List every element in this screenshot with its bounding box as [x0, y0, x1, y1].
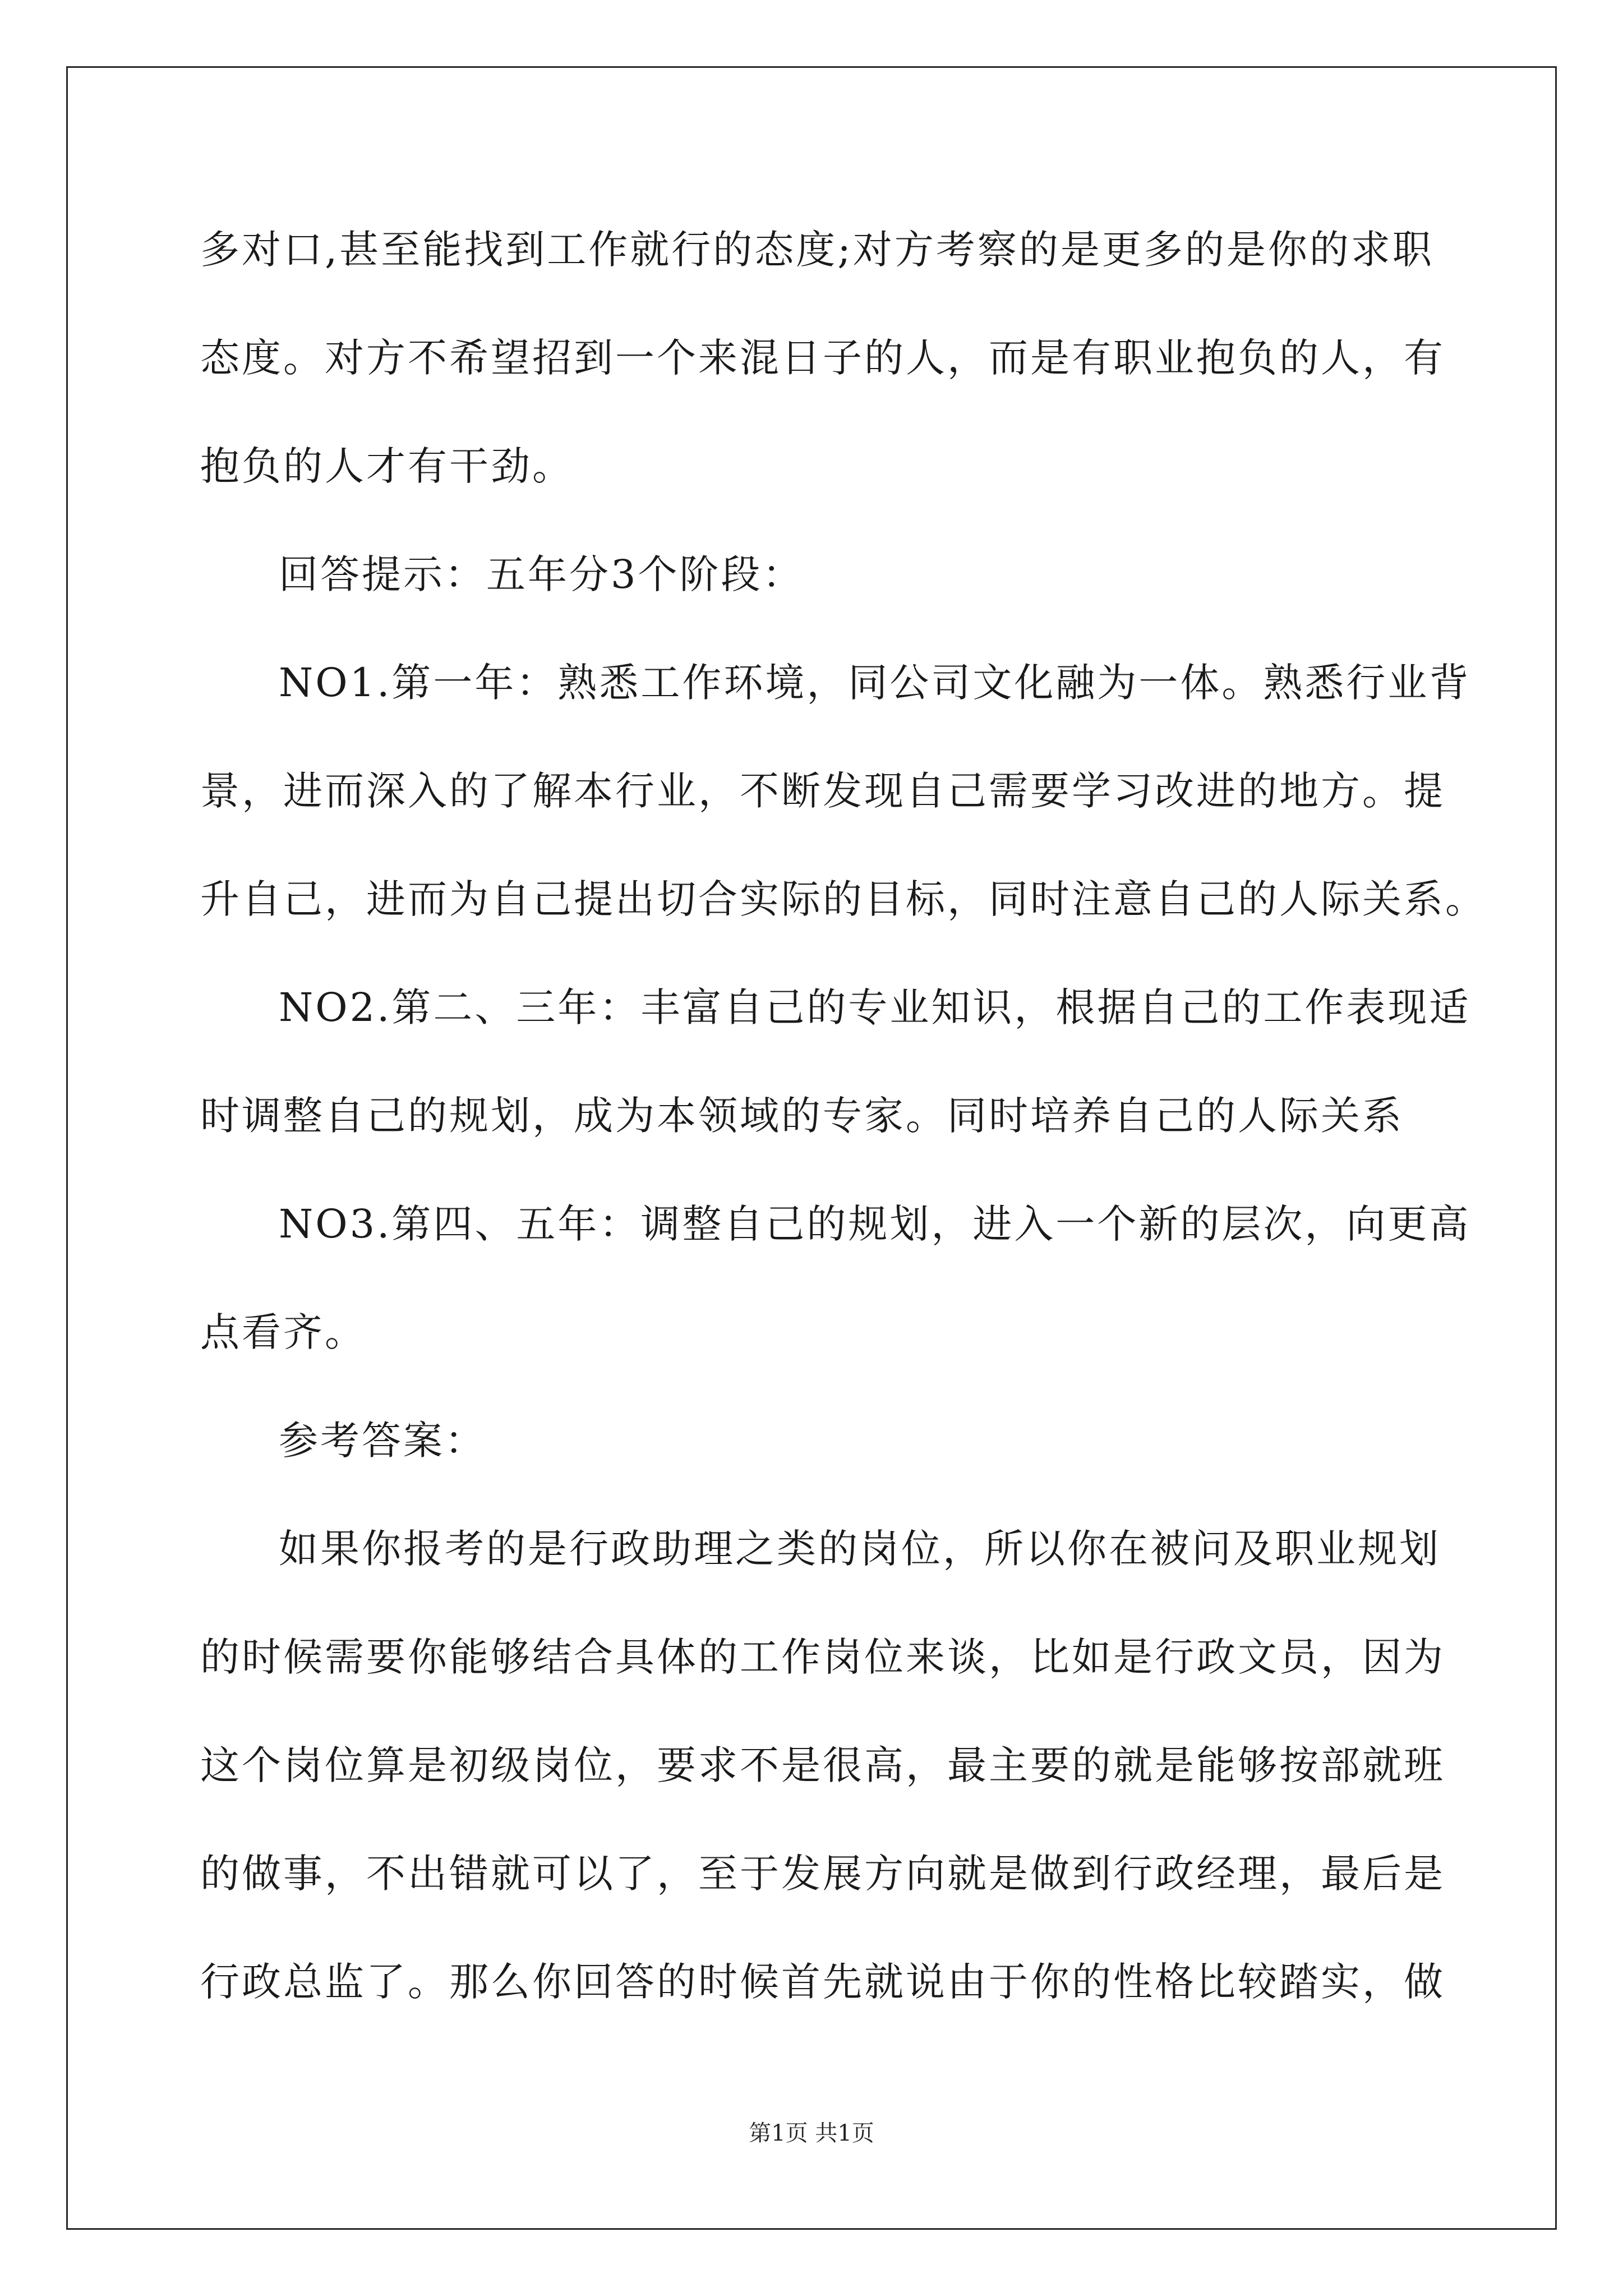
- text-line-6: 景，进而深入的了解本行业，不断发现自己需要学习改进的地方。提: [200, 768, 1445, 814]
- text-line-7: 升自己，进而为自己提出切合实际的目标，同时注意自己的人际关系。: [200, 876, 1487, 922]
- text-line-12: 参考答案：: [279, 1418, 486, 1464]
- text-line-16: 的做事，不出错就可以了，至于发展方向就是做到行政经理，最后是: [200, 1851, 1445, 1897]
- text-line-10: NO3.第四、五年：调整自己的规划，进入一个新的层次，向更高: [279, 1201, 1471, 1247]
- text-line-15: 这个岗位算是初级岗位，要求不是很高，最主要的就是能够按部就班: [200, 1742, 1445, 1788]
- text-line-2: 态度。对方不希望招到一个来混日子的人，而是有职业抱负的人，有: [200, 335, 1445, 381]
- text-line-14: 的时候需要你能够结合具体的工作岗位来谈，比如是行政文员，因为: [200, 1634, 1445, 1680]
- text-line-9: 时调整自己的规划，成为本领域的专家。同时培养自己的人际关系: [200, 1093, 1404, 1139]
- text-line-5: NO1.第一年：熟悉工作环境，同公司文化融为一体。熟悉行业背: [279, 660, 1471, 706]
- text-line-3: 抱负的人才有干劲。: [200, 443, 574, 489]
- text-line-4: 回答提示：五年分3个阶段：: [279, 551, 804, 597]
- text-line-8: NO2.第二、三年：丰富自己的专业知识，根据自己的工作表现适: [279, 984, 1471, 1030]
- page-number-footer: 第1页 共1页: [749, 2120, 874, 2146]
- text-line-13: 如果你报考的是行政助理之类的岗位，所以你在被问及职业规划: [279, 1526, 1441, 1572]
- text-line-17: 行政总监了。那么你回答的时候首先就说由于你的性格比较踏实，做: [200, 1959, 1445, 2005]
- text-line-11: 点看齐。: [200, 1309, 366, 1355]
- page-border: [66, 66, 1557, 2230]
- text-line-1: 多对口,甚至能找到工作就行的态度;对方考察的是更多的是你的求职: [200, 227, 1434, 273]
